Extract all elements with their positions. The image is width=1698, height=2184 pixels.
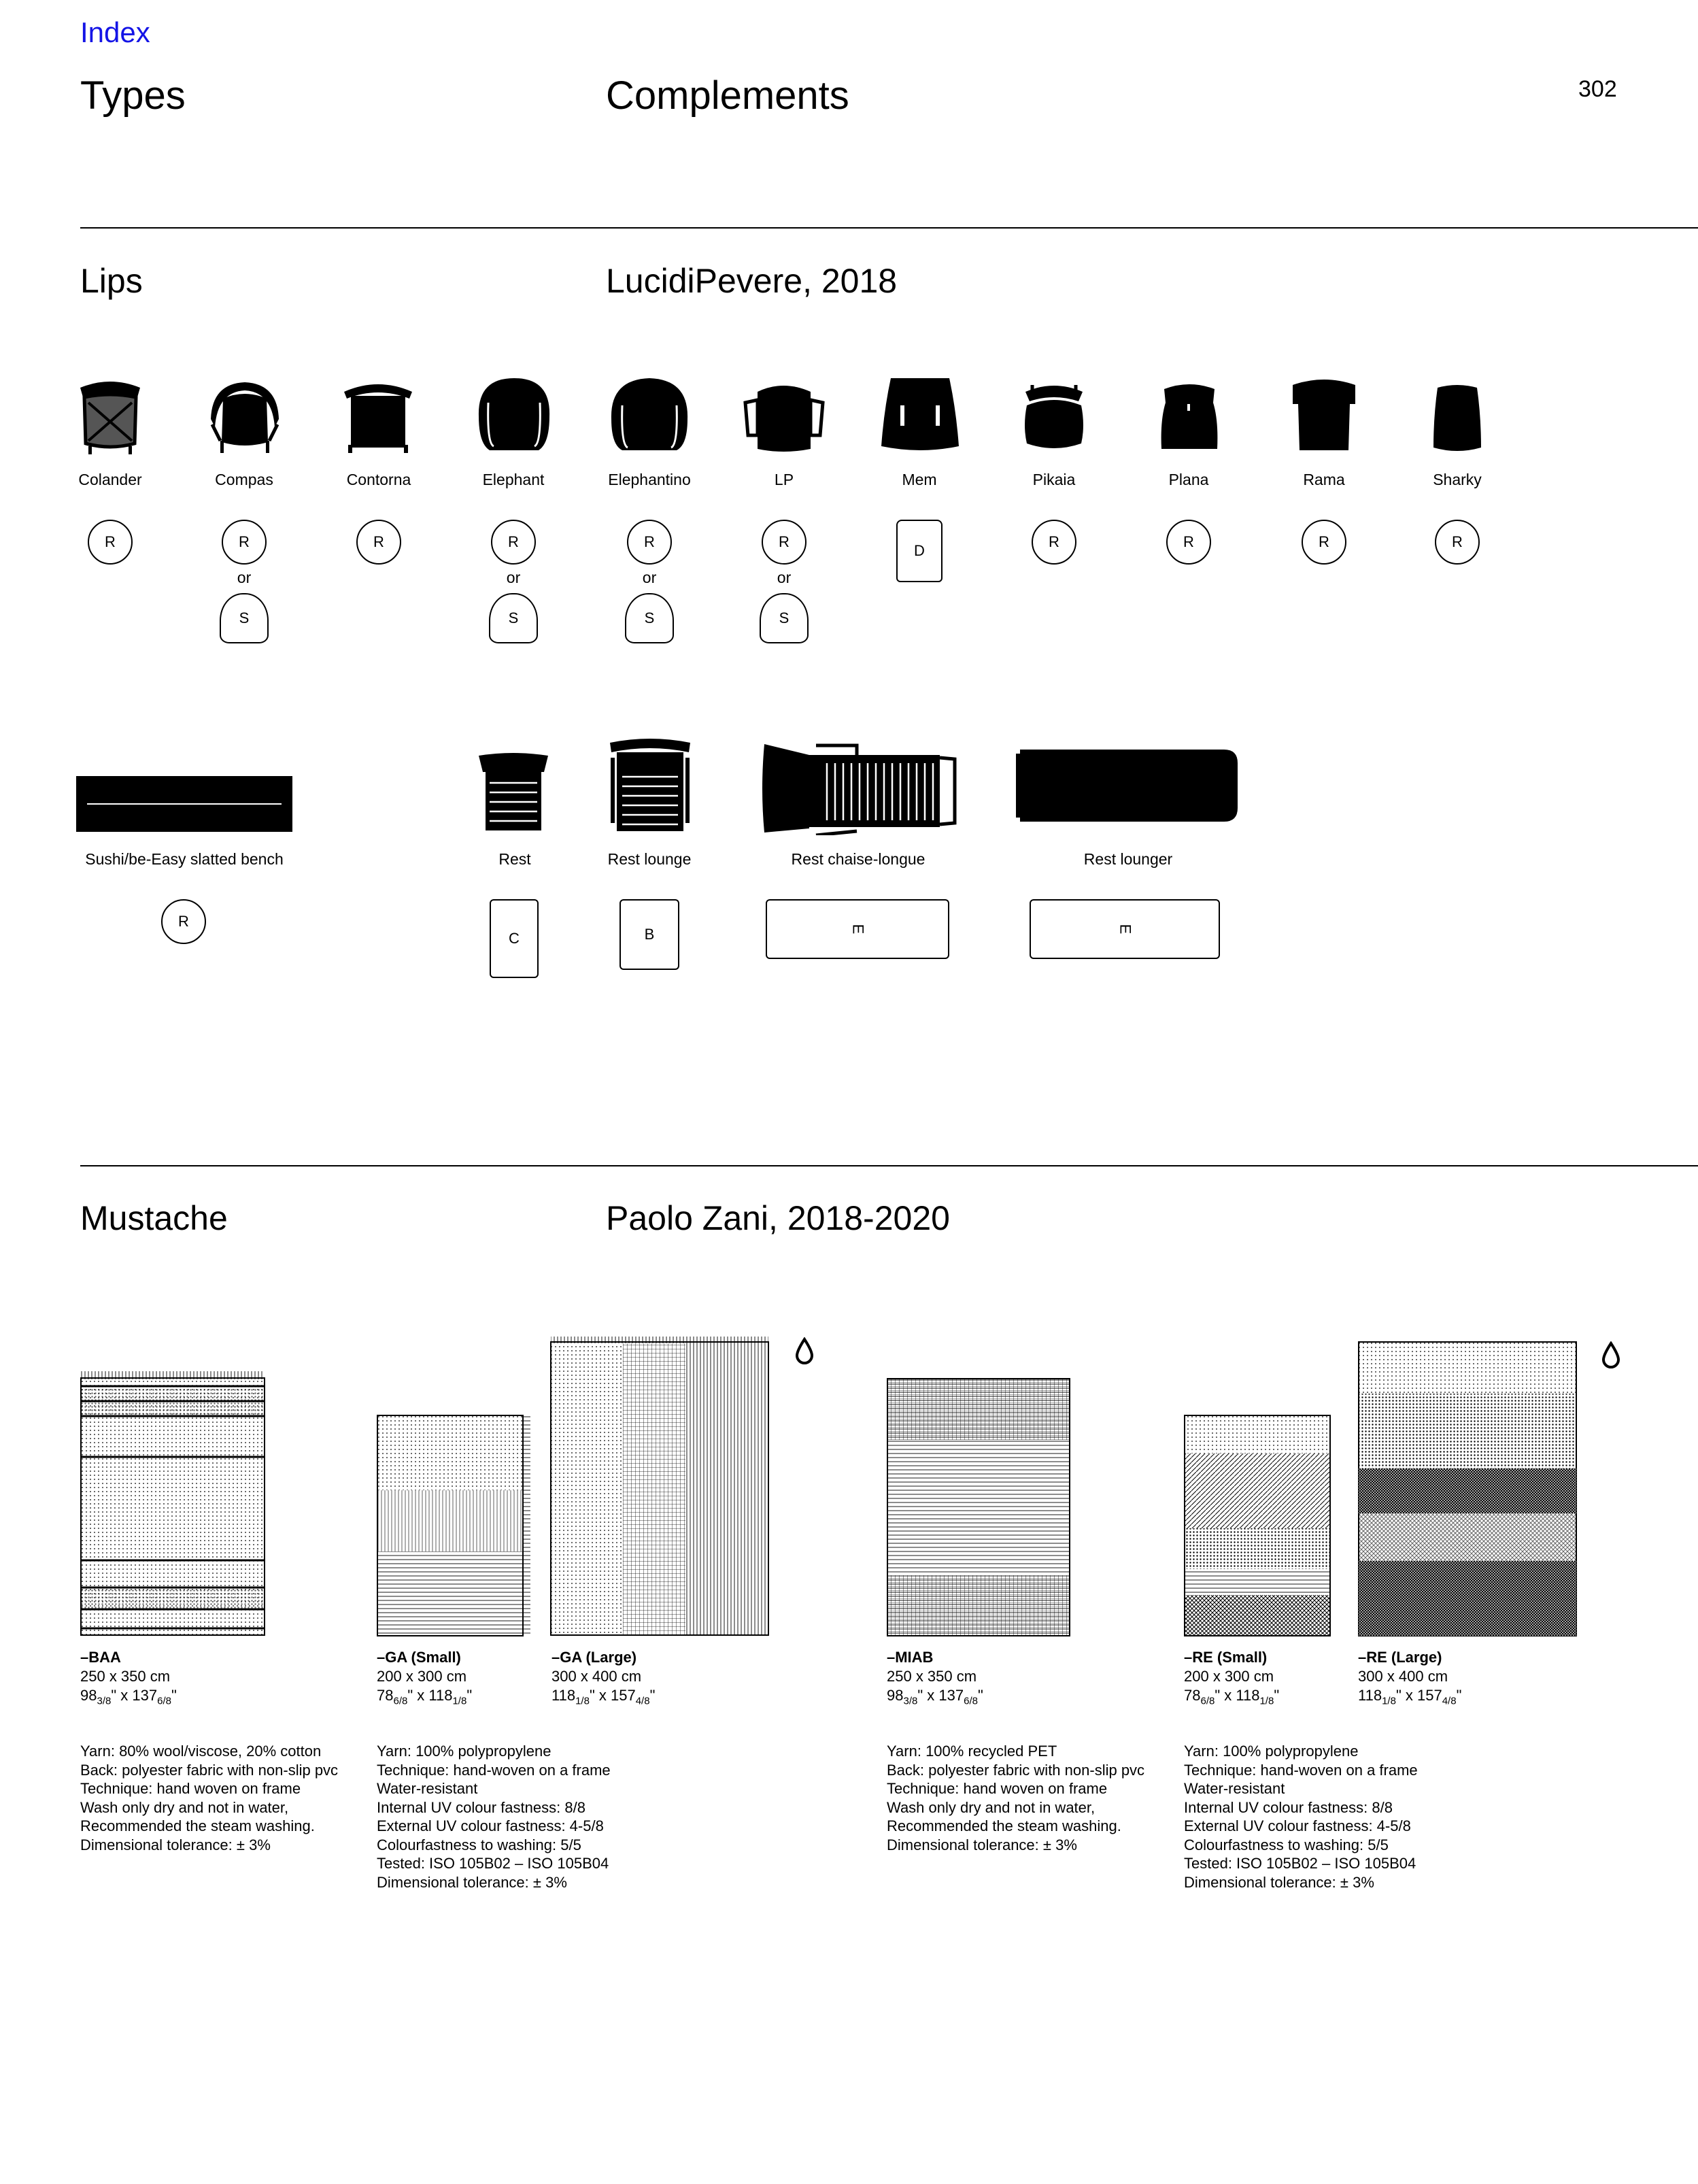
bench-icon	[76, 776, 292, 832]
rest-chaise-longue-label: Rest chaise-longue	[791, 850, 926, 868]
plana-chair-icon	[1159, 380, 1220, 454]
spec-re	[1184, 1742, 1418, 1892]
rug-caption-re-small	[1184, 1648, 1279, 1711]
chair-tag-seat: S	[220, 593, 269, 643]
chair-tag: R	[88, 520, 133, 565]
section-title-types: Types	[80, 73, 186, 118]
spec-miab	[887, 1742, 1144, 1854]
chair-tag: R	[1435, 520, 1480, 565]
spec-baa	[80, 1742, 338, 1854]
chair-tag: R	[491, 520, 536, 565]
spec-line: Dimensional tolerance: ± 3%	[377, 1873, 567, 1891]
rest-lounge-icon	[607, 737, 693, 833]
chair-tag: R	[1166, 520, 1211, 565]
or-text: or	[237, 569, 252, 586]
rug-code: –GA (Small)	[377, 1649, 461, 1666]
water-drop-icon	[1601, 1341, 1621, 1368]
spec-line: Wash only dry and not in water,	[80, 1798, 289, 1816]
divider	[80, 227, 1698, 229]
rug-size-cm: 250 x 350 cm	[887, 1668, 977, 1685]
rest-chair-icon	[476, 752, 551, 832]
collection-name-lips: Lips	[80, 262, 143, 300]
rug-size-inch: $78_{6/8}$" x $118_{1/8}$"	[377, 1687, 473, 1707]
sharky-chair-icon	[1431, 382, 1484, 454]
rug-caption-baa	[80, 1648, 177, 1711]
rug-caption-re-large	[1358, 1648, 1461, 1711]
rug-size-cm: 300 x 400 cm	[1358, 1668, 1448, 1685]
rama-chair-icon	[1290, 377, 1358, 454]
designer-mustache: Paolo Zani, 2018-2020	[606, 1199, 950, 1237]
spec-line: Yarn: 100% recycled PET	[887, 1743, 1057, 1760]
chair-label: Elephant	[482, 471, 545, 488]
spec-line: Technique: hand-woven on a frame	[377, 1761, 611, 1779]
or-text: or	[642, 569, 657, 586]
rug-size-inch: $78_{6/8}$" x $118_{1/8}$"	[1184, 1687, 1280, 1707]
rug-caption-ga-large	[551, 1648, 655, 1711]
spec-line: Yarn: 80% wool/viscose, 20% cotton	[80, 1743, 322, 1760]
rug-re-large-drawing	[1357, 1341, 1584, 1636]
section-title-complements: Complements	[606, 73, 849, 118]
spec-line: Wash only dry and not in water,	[887, 1798, 1096, 1816]
page-number: 302	[1578, 76, 1617, 102]
spec-line: Yarn: 100% polypropylene	[1184, 1743, 1359, 1760]
spec-line: External UV colour fastness: 4-5/8	[1184, 1817, 1411, 1834]
chair-label: Colander	[78, 471, 142, 488]
rug-size-cm: 250 x 350 cm	[80, 1668, 171, 1685]
spec-line: Water-resistant	[1184, 1780, 1285, 1797]
chair-tag: R	[1032, 520, 1076, 565]
spec-line: Technique: hand woven on frame	[80, 1780, 301, 1797]
rest-label: Rest	[498, 850, 531, 868]
bench-tag: R	[161, 899, 206, 944]
water-drop-icon	[794, 1337, 815, 1364]
elephant-chair-icon	[473, 375, 555, 454]
or-text: or	[777, 569, 792, 586]
chair-label: Contorna	[346, 471, 411, 488]
spec-ga	[377, 1742, 611, 1892]
spec-line: Water-resistant	[377, 1780, 478, 1797]
spec-line: Internal UV colour fastness: 8/8	[1184, 1798, 1393, 1816]
rest-lounge-label: Rest lounge	[607, 850, 692, 868]
rug-ga-large-drawing	[549, 1337, 772, 1636]
chair-tag: R	[762, 520, 806, 565]
rug-size-cm: 200 x 300 cm	[1184, 1668, 1274, 1685]
spec-line: Dimensional tolerance: ± 3%	[1184, 1873, 1374, 1891]
rest-chaise-longue-tag-text: E	[849, 924, 866, 935]
spec-line: Internal UV colour fastness: 8/8	[377, 1798, 585, 1816]
chair-tag-seat: S	[760, 593, 809, 643]
spec-line: Tested: ISO 105B02 – ISO 105B04	[377, 1855, 609, 1872]
spec-line: Back: polyester fabric with non-slip pvc	[887, 1761, 1145, 1779]
chair-label: Mem	[902, 471, 937, 488]
rest-lounger-tag-text: E	[1117, 924, 1134, 935]
lp-chair-icon	[743, 378, 826, 454]
index-link[interactable]: Index	[80, 16, 150, 48]
rug-size-inch: $98_{3/8}$" x $137_{6/8}$"	[80, 1687, 177, 1707]
chair-tag: R	[1302, 520, 1346, 565]
rug-size-cm: 300 x 400 cm	[551, 1668, 642, 1685]
spec-line: Recommended the steam washing.	[80, 1817, 315, 1834]
chair-label: Sharky	[1433, 471, 1482, 488]
chair-label: Plana	[1168, 471, 1209, 488]
rug-size-cm: 200 x 300 cm	[377, 1668, 467, 1685]
rug-code: –RE (Large)	[1358, 1649, 1442, 1666]
rest-lounger-label: Rest lounger	[1083, 850, 1173, 868]
or-text: or	[506, 569, 521, 586]
rest-tag: C	[490, 899, 539, 978]
spec-line: Dimensional tolerance: ± 3%	[887, 1836, 1077, 1853]
spec-line: Tested: ISO 105B02 – ISO 105B04	[1184, 1855, 1416, 1872]
rug-re-small-drawing	[1182, 1415, 1336, 1636]
rest-lounge-tag: B	[619, 899, 679, 970]
collection-name-mustache: Mustache	[80, 1199, 228, 1237]
spec-line: Colourfastness to washing: 5/5	[1184, 1836, 1389, 1853]
compas-chair-icon	[204, 378, 286, 454]
spec-line: Yarn: 100% polypropylene	[377, 1743, 551, 1760]
rest-chaise-longue-icon	[762, 741, 957, 835]
rest-lounger-tag	[1030, 899, 1220, 959]
elephantino-chair-icon	[607, 375, 692, 454]
chair-tag: D	[896, 520, 943, 582]
rug-code: –RE (Small)	[1184, 1649, 1268, 1666]
rest-lounger-icon	[1016, 747, 1242, 824]
rug-miab-drawing	[887, 1378, 1072, 1636]
chair-tag: R	[222, 520, 267, 565]
colander-chair-icon	[76, 378, 144, 454]
bench-label: Sushi/be-Easy slatted bench	[85, 850, 284, 868]
contorna-chair-icon	[343, 378, 413, 454]
rug-code: –MIAB	[887, 1649, 934, 1666]
chair-label: Elephantino	[608, 471, 691, 488]
pikaia-chair-icon	[1020, 378, 1088, 454]
spec-line: Technique: hand woven on frame	[887, 1780, 1108, 1797]
chair-tag-seat: S	[489, 593, 538, 643]
spec-line: Colourfastness to washing: 5/5	[377, 1836, 581, 1853]
spec-line: Dimensional tolerance: ± 3%	[80, 1836, 271, 1853]
mem-chair-icon	[880, 375, 960, 454]
rug-ga-small-drawing	[377, 1415, 532, 1636]
chair-label: Rama	[1303, 471, 1345, 488]
rug-size-inch: $98_{3/8}$" x $137_{6/8}$"	[887, 1687, 983, 1707]
chair-label: Pikaia	[1032, 471, 1076, 488]
spec-line: External UV colour fastness: 4-5/8	[377, 1817, 604, 1834]
rug-code: –GA (Large)	[551, 1649, 637, 1666]
chair-tag: R	[356, 520, 401, 565]
rug-code: –BAA	[80, 1649, 121, 1666]
chair-label: LP	[774, 471, 794, 488]
chair-label: Compas	[215, 471, 273, 488]
rug-size-inch: $118_{1/8}$" x $157_{4/8}$"	[1358, 1687, 1462, 1707]
rest-chaise-longue-tag	[766, 899, 949, 959]
spec-line: Technique: hand-woven on a frame	[1184, 1761, 1418, 1779]
chair-tag-seat: S	[625, 593, 674, 643]
rug-size-inch: $118_{1/8}$" x $157_{4/8}$"	[551, 1687, 656, 1707]
rug-caption-miab	[887, 1648, 983, 1711]
spec-line: Recommended the steam washing.	[887, 1817, 1121, 1834]
rug-baa-drawing	[80, 1371, 265, 1636]
chair-tag: R	[627, 520, 672, 565]
spec-line: Back: polyester fabric with non-slip pvc	[80, 1761, 339, 1779]
divider	[80, 1165, 1698, 1166]
designer-lips: LucidiPevere, 2018	[606, 262, 898, 300]
rug-caption-ga-small	[377, 1648, 472, 1711]
